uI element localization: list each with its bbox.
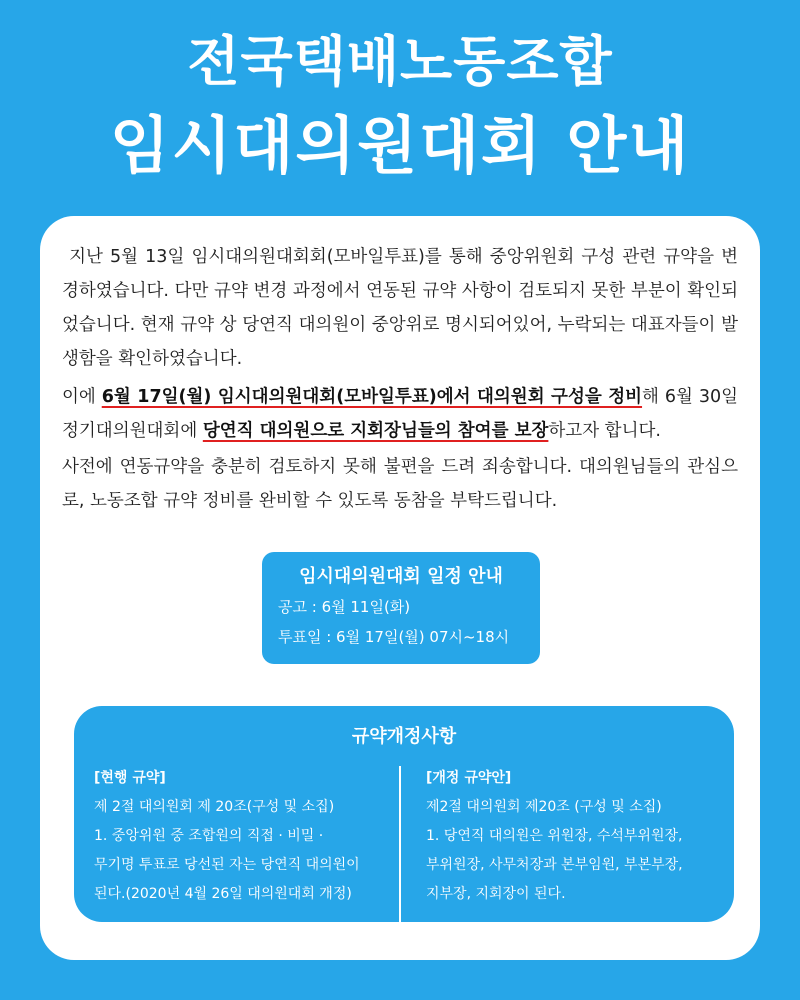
current-rules-line: 된다.(2020년 4월 26일 대의원대회 개정) (94, 886, 352, 902)
paragraph-intro (62, 240, 738, 376)
revised-rules-line: 지부장, 지회장이 된다. (426, 886, 566, 902)
plan-text-1: 이에 (62, 387, 102, 407)
current-rules-line: 제 2절 대의원회 제 20조(구성 및 소집) (94, 799, 335, 815)
rules-divider (399, 766, 401, 922)
schedule-vote: 투표일 : 6월 17일(월) 07시~18시 (278, 628, 510, 646)
current-rules-heading: [현행 규약] (94, 770, 166, 786)
title-line1: 전국택배노동조합 (187, 30, 613, 93)
plan-text-3: 하고자 합니다. (548, 421, 661, 441)
paragraph-apology: 사전에 연동규약을 충분히 검토하지 못해 불편을 드려 죄송합니다. 대의원님들의 관심으로, 노동조합 규약 정비를 완비할 수 있도록 동참을 부탁드립니다. (62, 457, 738, 511)
revised-rules-line: 1. 당연직 대의원은 위원장, 수석부위원장, (426, 828, 683, 844)
current-rules-line: 1. 중앙위원 중 조합원의 직접 · 비밀 · (94, 828, 324, 844)
current-rules-line: 무기명 투표로 당선된 자는 당연직 대의원이 (94, 857, 360, 873)
schedule-title: 임시대의원대회 일정 안내 (299, 566, 503, 587)
plan-text-2: 해 6월 30일 정기대의원대회에 (62, 387, 739, 441)
plan-underlined-1: 6월 17일(월) 임시대의원대회(모바일투표)에서 대의원회 구성을 정비 (101, 387, 643, 407)
revised-rules-heading: [개정 규약안] (426, 770, 512, 786)
revised-rules-line: 제2절 대의원회 제20조 (구성 및 소집) (426, 799, 662, 815)
paragraph-intro-text: 지난 5월 13일 임시대의원대회회(모바일투표)를 통해 중앙위원회 구성 관련 규약을 변경하였습니다. 다만 규약 변경 과정에서 연동된 규약 사항이 검토되지 못한 부분이 확인되었습니다. 현재 규약 상 당연직 대의원이 중앙위로 명시되어있어, 누락되는 대표자들이 발생함을 확인하였습니다. (62, 247, 738, 369)
rules-title: 규약개정사항 (351, 726, 457, 747)
revised-rules-column (426, 764, 722, 909)
paragraph-plan (62, 380, 738, 448)
rules-box (74, 706, 734, 922)
current-rules-column (94, 764, 390, 909)
schedule-notice: 공고 : 6월 11일(화) (278, 598, 411, 616)
revised-rules-line: 부위원장, 사무처장과 본부임원, 부본부장, (426, 857, 683, 873)
schedule-box (262, 552, 540, 664)
plan-underlined-2: 당연직 대의원으로 지회장님들의 참여를 보장 (202, 421, 549, 441)
title-line2: 임시대의원대회 안내 (109, 109, 691, 182)
